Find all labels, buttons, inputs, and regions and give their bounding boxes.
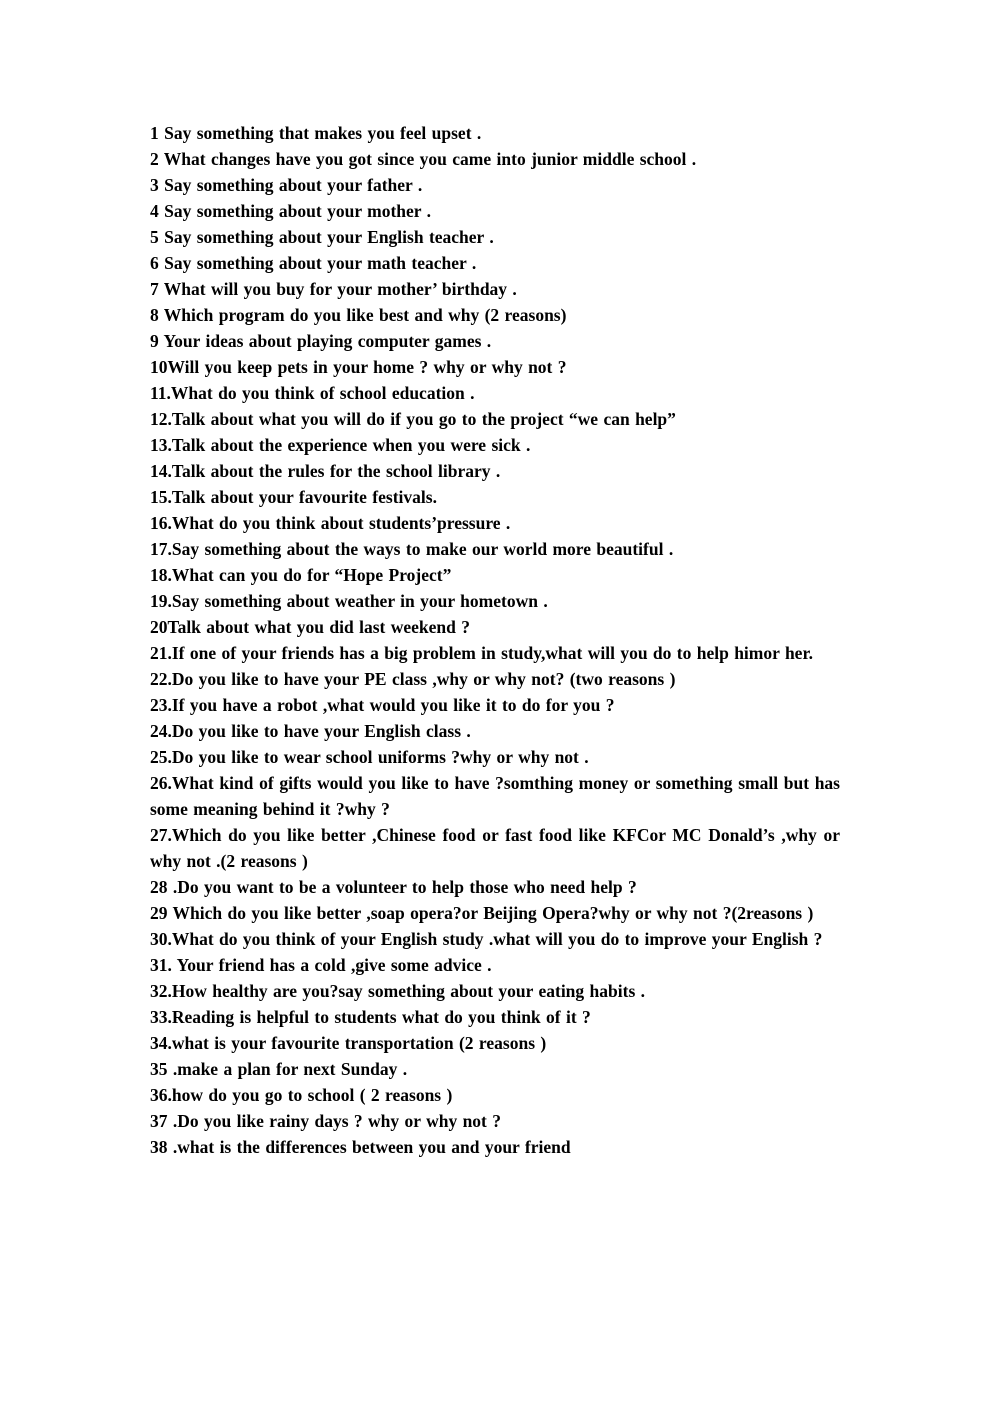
question-item: 34.what is your favourite transportation (2 reasons ) — [150, 1033, 547, 1053]
question-item: 16.What do you think about students’pressure . — [150, 513, 511, 533]
question-item: 24.Do you like to have your English class . — [150, 721, 471, 741]
question-item: 29 Which do you like better ,soap opera?or Beijing Opera?why or why not ?(2reasons ) — [150, 903, 814, 923]
question-item: 20Talk about what you did last weekend ? — [150, 617, 470, 637]
question-item: 25.Do you like to wear school uniforms ?why or why not . — [150, 747, 589, 767]
question-item: 27.Which do you like better ,Chinese food or fast food like KFCor MC Donald’s ,why or why not .(2 reasons ) — [150, 825, 840, 871]
question-item: 15.Talk about your favourite festivals. — [150, 487, 437, 507]
question-item: 23.If you have a robot ,what would you like it to do for you ? — [150, 695, 615, 715]
question-item: 10Will you keep pets in your home ? why or why not ? — [150, 357, 567, 377]
question-item: 28 .Do you want to be a volunteer to help those who need help ? — [150, 877, 637, 897]
question-item: 2 What changes have you got since you came into junior middle school . — [150, 149, 697, 169]
question-list — [150, 120, 840, 1160]
question-item: 5 Say something about your English teacher . — [150, 227, 494, 247]
question-item: 11.What do you think of school education . — [150, 383, 475, 403]
question-item: 36.how do you go to school ( 2 reasons ) — [150, 1085, 453, 1105]
question-item: 8 Which program do you like best and why (2 reasons) — [150, 305, 567, 325]
question-item: 19.Say something about weather in your hometown . — [150, 591, 548, 611]
question-item: 21.If one of your friends has a big problem in study,what will you do to help himor her. — [150, 643, 813, 663]
question-item: 38 .what is the differences between you and your friend — [150, 1137, 571, 1157]
question-item: 31. Your friend has a cold ,give some advice . — [150, 955, 492, 975]
question-item: 6 Say something about your math teacher . — [150, 253, 477, 273]
question-item: 12.Talk about what you will do if you go to the project “we can help” — [150, 409, 676, 429]
question-item: 17.Say something about the ways to make our world more beautiful . — [150, 539, 674, 559]
question-item: 9 Your ideas about playing computer games . — [150, 331, 492, 351]
question-item: 32.How healthy are you?say something about your eating habits . — [150, 981, 646, 1001]
question-item: 4 Say something about your mother . — [150, 201, 432, 221]
question-item: 22.Do you like to have your PE class ,why or why not? (two reasons ) — [150, 669, 676, 689]
question-item: 33.Reading is helpful to students what do you think of it ? — [150, 1007, 591, 1027]
question-item: 30.What do you think of your English study .what will you do to improve your English ? — [150, 929, 823, 949]
question-item: 35 .make a plan for next Sunday . — [150, 1059, 408, 1079]
question-item: 7 What will you buy for your mother’ birthday . — [150, 279, 517, 299]
question-item: 13.Talk about the experience when you were sick . — [150, 435, 531, 455]
question-item: 1 Say something that makes you feel upset . — [150, 123, 482, 143]
question-item: 18.What can you do for “Hope Project” — [150, 565, 452, 585]
question-item: 26.What kind of gifts would you like to have ?somthing money or something small but has some meaning behind it ?why ? — [150, 773, 840, 819]
question-item: 3 Say something about your father . — [150, 175, 423, 195]
question-item: 37 .Do you like rainy days ? why or why not ? — [150, 1111, 502, 1131]
question-item: 14.Talk about the rules for the school library . — [150, 461, 501, 481]
